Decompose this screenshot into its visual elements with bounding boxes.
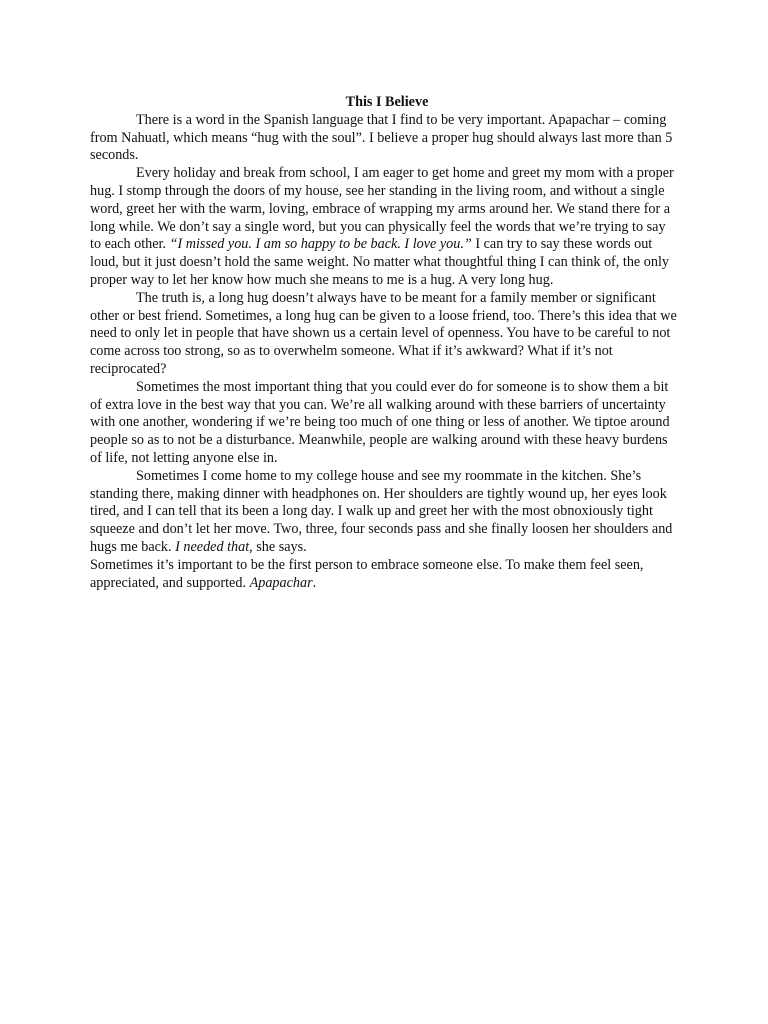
paragraph-text: , she says. [249,538,307,555]
paragraph-text: . [312,574,317,591]
paragraph [90,290,680,379]
paragraph-text: Every holiday and break from school, I am eager to get home and greet my mom with a proper hug. I stomp through the doors of my house, see her standing in the living room, and without a single word, greet her with the warm, loving, embrace of wrapping my arms around her. We stand there for a long while. We don’t say a single word, but you can physically feel the words that we’re trying to say to each other. [90,165,674,253]
paragraph-text: I can try to say these words out loud, but it just doesn’t hold the same weight. No matter what thoughtful thing I can think of, the only proper way to let her know how much she means to me is a hug. A very long hug. [90,236,669,288]
document-body [90,112,680,593]
paragraph [90,557,680,593]
paragraph [90,112,680,165]
paragraph-text: There is a word in the Spanish language that I find to be very important. Apapachar – coming from Nahuatl, which means “hug with the soul”. I believe a proper hug should always last more than 5 seconds. [90,111,673,164]
paragraph [90,379,680,468]
paragraph [90,165,680,290]
paragraph [90,468,680,557]
italic-text: Apapachar [249,574,313,591]
document-title: This I Believe [345,94,429,110]
italic-text: I needed that [175,538,250,555]
paragraph-text: The truth is, a long hug doesn’t always have to be meant for a family member or significant other or best friend. Sometimes, a long hug can be given to a loose friend, too. There’s this idea that we need to only let in people that have shown us a certain level of openness. You have to be careful to not come across too strong, so as to overwhelm someone. What if it’s awkward? What if it’s not reciprocated? [90,289,677,377]
italic-text: “I missed you. I am so happy to be back. I love you.” [169,236,472,253]
paragraph-text: Sometimes the most important thing that you could ever do for someone is to show them a bit of extra love in the best way that you can. We’re all walking around with these barriers of uncertainty with one another, wondering if we’re being too much of one thing or less of another. We tiptoe around people so as to not be a disturbance. Meanwhile, people are walking around with these heavy burdens of life, not letting anyone else in. [90,378,670,466]
paragraph-text: Sometimes I come home to my college house and see my roommate in the kitchen. She’s standing there, making dinner with headphones on. Her shoulders are tightly wound up, her eyes look tired, and I can tell that its been a long day. I walk up and greet her with the most obnoxiously tight squeeze and don’t let her move. Two, three, four seconds pass and she finally loosen her shoulders and hugs me back. [90,467,673,555]
document-page [90,94,680,592]
paragraph-text: Sometimes it’s important to be the first person to embrace someone else. To make them feel seen, appreciated, and supported. [90,556,644,591]
